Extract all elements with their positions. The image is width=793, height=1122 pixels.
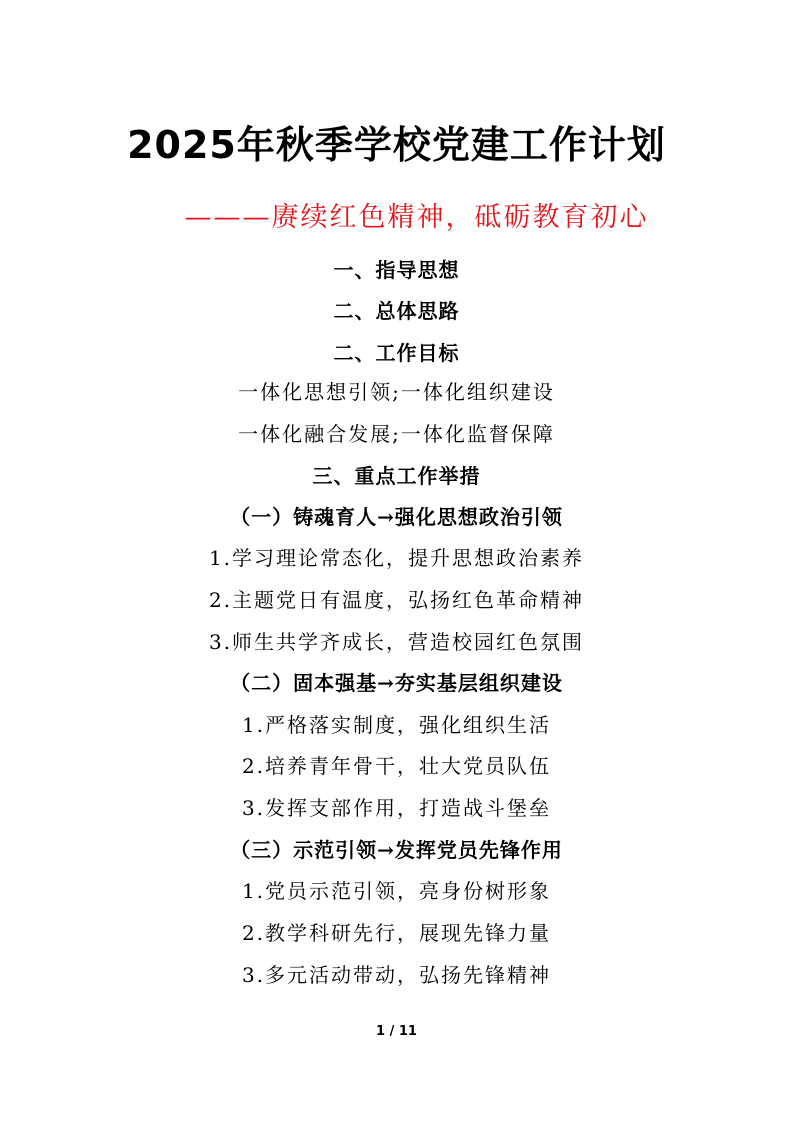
measure-heading: （二）固本强基→夯实基层组织建设 bbox=[230, 671, 563, 695]
measure-item: 3.师生共学齐成长，营造校园红色氛围 bbox=[208, 630, 585, 654]
measure-item: 2.培养青年骨干，壮大党员队伍 bbox=[241, 754, 552, 778]
measure-item: 1.学习理论常态化，提升思想政治素养 bbox=[208, 546, 585, 570]
page-title: 2025年秋季学校党建工作计划 bbox=[127, 123, 666, 167]
page-subtitle: ———赓续红色精神，砥砺教育初心 bbox=[184, 202, 649, 233]
section-heading-work-goals: 二、工作目标 bbox=[333, 341, 460, 365]
section-heading-key-measures: 三、重点工作举措 bbox=[312, 464, 481, 488]
measure-heading: （三）示范引领→发挥党员先锋作用 bbox=[230, 838, 563, 862]
page-number: 1 / 11 bbox=[376, 1024, 417, 1039]
measure-item: 2.主题党日有温度，弘扬红色革命精神 bbox=[208, 588, 585, 612]
measure-item: 1.党员示范引领，亮身份树形象 bbox=[241, 879, 552, 903]
section-heading-overall-approach: 二、总体思路 bbox=[333, 299, 460, 323]
goal-line: 一体化融合发展;一体化监督保障 bbox=[238, 422, 555, 446]
measure-heading: （一）铸魂育人→强化思想政治引领 bbox=[230, 505, 563, 529]
measure-item: 2.教学科研先行，展现先锋力量 bbox=[241, 921, 552, 945]
section-heading-guiding-thought: 一、指导思想 bbox=[333, 258, 460, 282]
goal-line: 一体化思想引领;一体化组织建设 bbox=[238, 380, 555, 404]
measure-item: 3.多元活动带动，弘扬先锋精神 bbox=[241, 963, 552, 987]
measure-item: 3.发挥支部作用，打造战斗堡垒 bbox=[241, 796, 552, 820]
measure-item: 1.严格落实制度，强化组织生活 bbox=[241, 713, 552, 737]
